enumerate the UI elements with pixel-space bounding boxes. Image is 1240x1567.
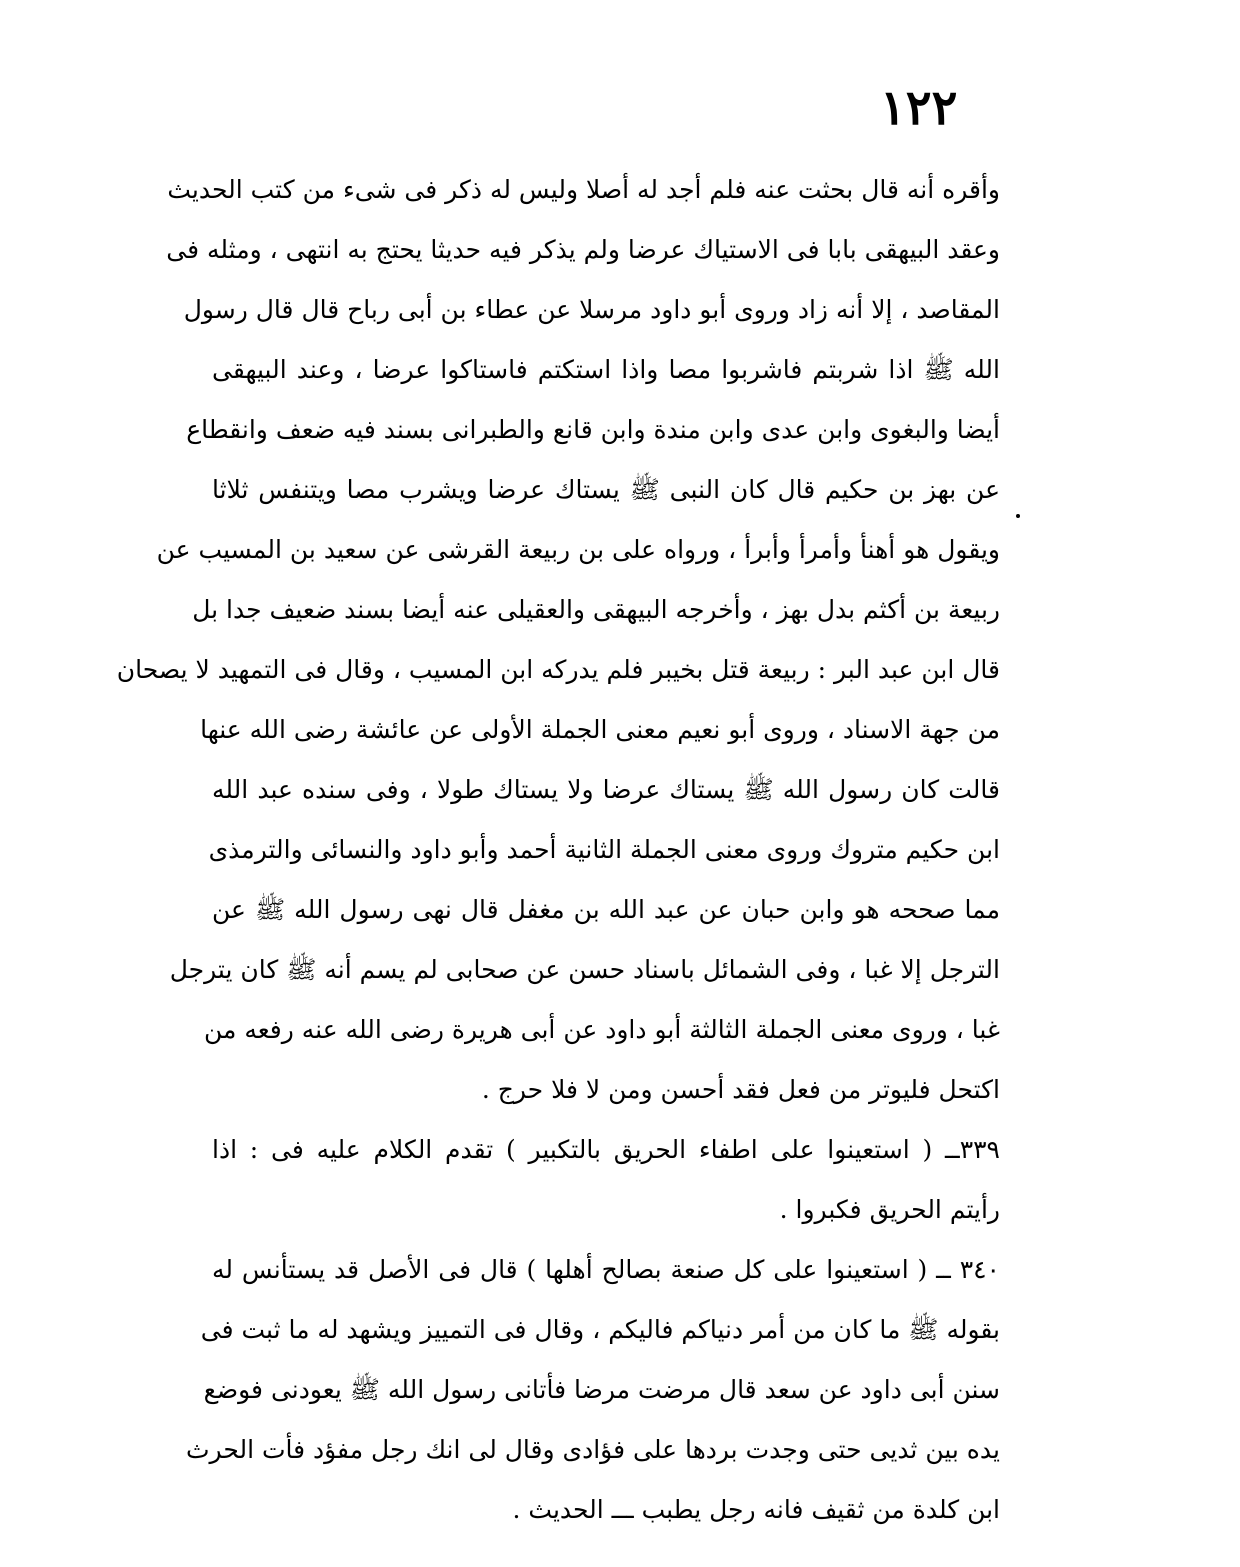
page-number: ١٢٢ [880, 80, 958, 136]
entry-340-line: بقوله ﷺ ما كان من أمر دنياكم فاليكم ، وقال فى التمييز ويشهد له ما ثبت فى [200, 1315, 1000, 1344]
text-line: ربيعة بن أكثم بدل بهز ، وأخرجه البيهقى والعقيلى عنه أيضا بسند ضعيف جدا بل [192, 595, 1000, 624]
text-line: قال ابن عبد البر : ربيعة قتل بخيبر فلم يدركه ابن المسيب ، وقال فى التمهيد لا يصحان [116, 655, 1000, 684]
text-line: الله ﷺ اذا شربتم فاشربوا مصا واذا استكتم فاستاكوا عرضا ، وعند البيهقى [212, 355, 1000, 384]
text-line: عن بهز بن حكيم قال كان النبى ﷺ يستاك عرضا ويشرب مصا ويتنفس ثلاثا [212, 475, 1000, 504]
text-line: من جهة الاسناد ، وروى أبو نعيم معنى الجملة الأولى عن عائشة رضى الله عنها [200, 715, 1000, 744]
text-line: ويقول هو أهنأ وأمرأ وأبرأ ، ورواه على بن ربيعة القرشى عن سعيد بن المسيب عن [156, 535, 1000, 564]
text-line: أيضا والبغوى وابن عدى وابن مندة وابن قانع والطبرانى بسند فيه ضعف وانقطاع [186, 415, 1000, 444]
text-line: ابن حكيم متروك وروى معنى الجملة الثانية أحمد وأبو داود والنسائى والترمذى [208, 835, 1000, 864]
text-line: وعقد البيهقى بابا فى الاستياك عرضا ولم يذكر فيه حديثا يحتج به انتهى ، ومثله فى [166, 235, 1000, 264]
text-line: غبا ، وروى معنى الجملة الثالثة أبو داود عن أبى هريرة رضى الله عنه رفعه من [203, 1015, 1000, 1044]
entry-340-line: ابن كلدة من ثقيف فانه رجل يطبب ـــ الحديث . [512, 1495, 1000, 1524]
body-text [116, 160, 1000, 1540]
entry-340-line: سنن أبى داود عن سعد قال مرضت مرضا فأتانى رسول الله ﷺ يعودنى فوضع [203, 1375, 1000, 1404]
entry-339-line: رأيتم الحريق فكبروا . [779, 1195, 1000, 1224]
entry-339-line: ٣٣٩ــ ( استعينوا على اطفاء الحريق بالتكبير ) تقدم الكلام عليه فى : اذا [212, 1135, 1000, 1164]
text-line: الترجل إلا غبا ، وفى الشمائل باسناد حسن عن صحابى لم يسم أنه ﷺ كان يترجل [169, 955, 1000, 984]
text-line: مما صححه هو وابن حبان عن عبد الله بن مغفل قال نهى رسول الله ﷺ عن [212, 895, 1000, 924]
margin-dot [1016, 514, 1020, 518]
entry-340-line: ٣٤٠ ــ ( استعينوا على كل صنعة بصالح أهلها ) قال فى الأصل قد يستأنس له [212, 1255, 1000, 1284]
text-line: قالت كان رسول الله ﷺ يستاك عرضا ولا يستاك طولا ، وفى سنده عبد الله [212, 775, 1000, 804]
text-line: المقاصد ، إلا أنه زاد وروى أبو داود مرسلا عن عطاء بن أبى رباح قال قال رسول [183, 295, 1000, 324]
text-line: اكتحل فليوتر من فعل فقد أحسن ومن لا فلا حرج . [481, 1075, 1000, 1104]
entry-340-line: يده بين ثديى حتى وجدت بردها على فؤادى وقال لى انك رجل مفؤد فأت الحرث [185, 1435, 1000, 1464]
text-line: وأقره أنه قال بحثت عنه فلم أجد له أصلا وليس له ذكر فى شىء من كتب الحديث [167, 175, 1000, 204]
